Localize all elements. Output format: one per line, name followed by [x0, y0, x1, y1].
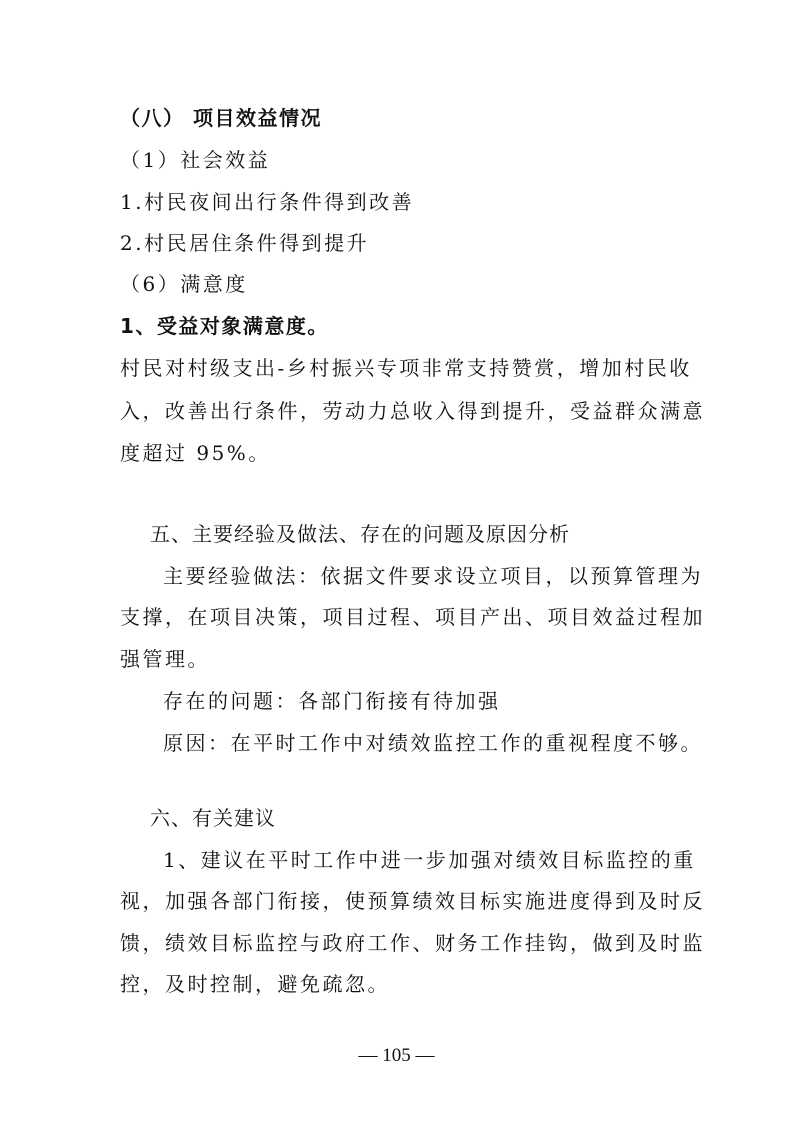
- section8-heading: （八） 项目效益情况: [120, 106, 322, 130]
- satisfaction-label: （6）满意度: [120, 272, 248, 296]
- benefit-item-1: 1.村民夜间出行条件得到改善: [120, 190, 415, 214]
- social-benefit-label: （1）社会效益: [120, 148, 271, 172]
- page-number: — 105 —: [358, 1045, 435, 1066]
- satisfaction-para-line: 度超过 95%。: [120, 441, 271, 465]
- suggestion-line: 1、建议在平时工作中进一步加强对绩效目标监控的重: [163, 848, 696, 872]
- satisfaction-para-line: 入，改善出行条件，劳动力总收入得到提升，受益群众满意: [120, 399, 705, 423]
- suggestion-line: 馈，绩效目标监控与政府工作、财务工作挂钩，做到及时监: [120, 931, 705, 955]
- benefit-item-2: 2.村民居住条件得到提升: [120, 231, 370, 255]
- satisfaction-bold-item: 1、受益对象满意度。: [120, 314, 329, 338]
- section5-heading: 五、主要经验及做法、存在的问题及原因分析: [150, 522, 570, 546]
- reason-text: 原因：在平时工作中对绩效监控工作的重视程度不够。: [163, 731, 703, 755]
- problem-text: 存在的问题：各部门衔接有待加强: [163, 689, 501, 713]
- suggestion-line: 视，加强各部门衔接，使预算绩效目标实施进度得到及时反: [120, 889, 705, 913]
- experience-line: 支撑，在项目决策，项目过程、项目产出、项目效益过程加: [120, 605, 705, 629]
- experience-line: 主要经验做法：依据文件要求设立项目，以预算管理为: [163, 564, 703, 588]
- suggestion-line: 控，及时控制，避免疏忽。: [120, 972, 390, 996]
- experience-line: 强管理。: [120, 647, 210, 671]
- satisfaction-para-line: 村民对村级支出-乡村振兴专项非常支持赞赏，增加村民收: [120, 356, 692, 380]
- section6-heading: 六、有关建议: [150, 806, 276, 830]
